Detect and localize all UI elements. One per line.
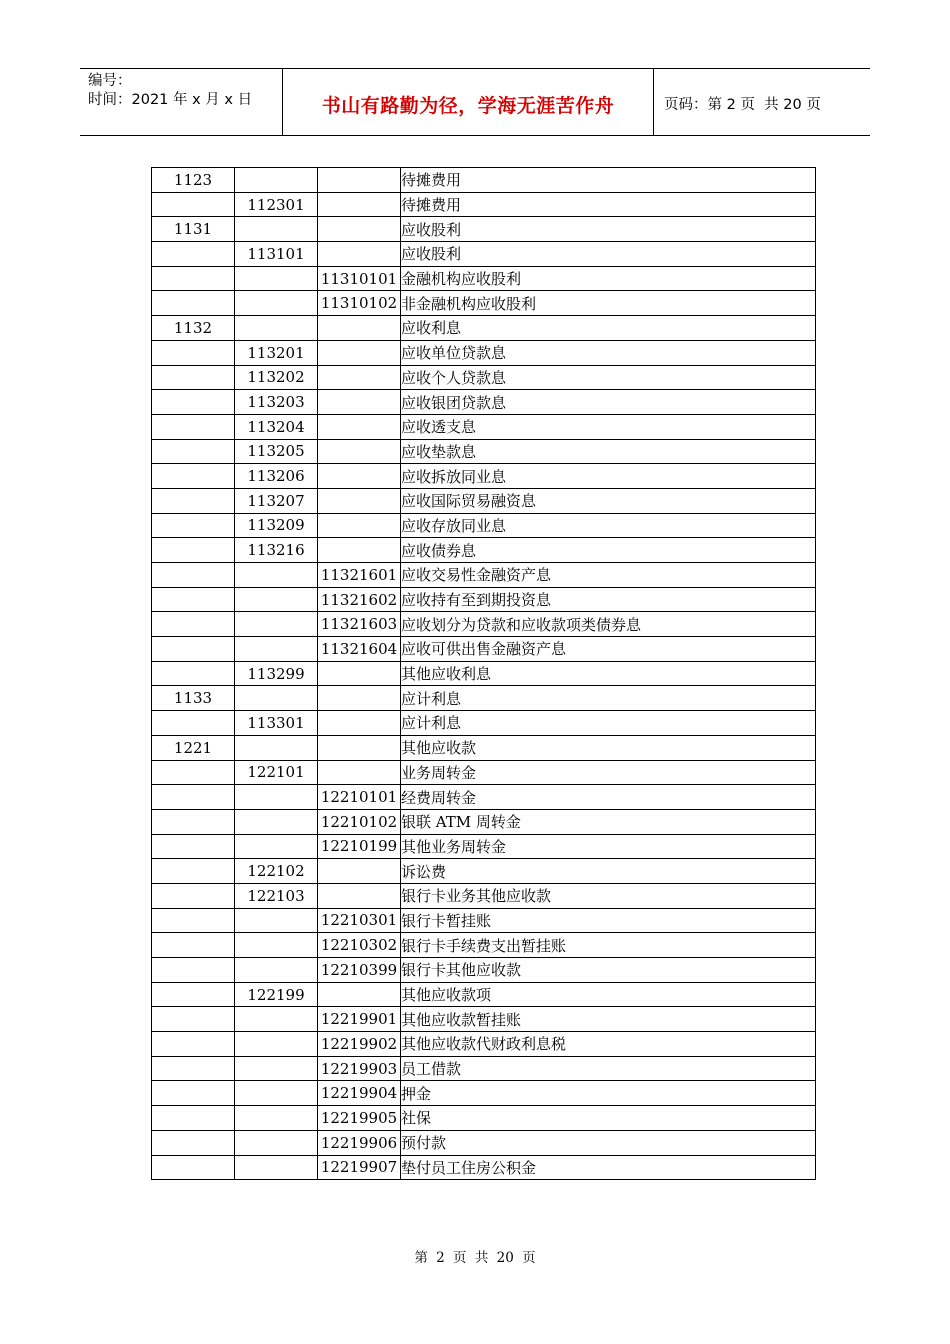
table-row — [152, 1056, 816, 1081]
table-row — [152, 661, 816, 686]
level1-code-cell — [152, 661, 235, 686]
level1-code-cell — [152, 266, 235, 291]
level2-code-cell: 113209 — [235, 513, 318, 538]
level1-code-cell — [152, 390, 235, 415]
account-name-cell: 应计利息 — [401, 686, 816, 711]
level1-code-cell — [152, 1056, 235, 1081]
header-meta — [80, 69, 282, 135]
account-name-cell: 应收存放同业息 — [401, 513, 816, 538]
table-row — [152, 958, 816, 983]
page-header — [80, 68, 870, 136]
level2-code-cell: 113207 — [235, 488, 318, 513]
level1-code-cell — [152, 414, 235, 439]
account-name-cell: 应收拆放同业息 — [401, 464, 816, 489]
account-name-cell: 应收国际贸易融资息 — [401, 488, 816, 513]
level3-code-cell: 12210199 — [318, 834, 401, 859]
table-row — [152, 439, 816, 464]
level3-code-cell — [318, 686, 401, 711]
level3-code-cell — [318, 242, 401, 267]
level2-code-cell — [235, 266, 318, 291]
level2-code-cell — [235, 291, 318, 316]
level1-code-cell — [152, 1106, 235, 1131]
account-name-cell: 非金融机构应收股利 — [401, 291, 816, 316]
account-name-cell: 银联 ATM 周转金 — [401, 809, 816, 834]
level1-code-cell: 1133 — [152, 686, 235, 711]
level2-code-cell — [235, 316, 318, 341]
account-name-cell: 待摊费用 — [401, 192, 816, 217]
level1-code-cell — [152, 785, 235, 810]
level3-code-cell — [318, 859, 401, 884]
level1-code-cell — [152, 612, 235, 637]
account-name-cell: 押金 — [401, 1081, 816, 1106]
account-name-cell: 应收划分为贷款和应收款项类债券息 — [401, 612, 816, 637]
level3-code-cell: 12219902 — [318, 1032, 401, 1057]
table-row — [152, 464, 816, 489]
account-name-cell: 应收股利 — [401, 242, 816, 267]
level1-code-cell: 1221 — [152, 735, 235, 760]
accounts-table — [151, 167, 816, 1180]
level2-code-cell: 113101 — [235, 242, 318, 267]
level2-code-cell — [235, 809, 318, 834]
level3-code-cell — [318, 735, 401, 760]
level2-code-cell: 113301 — [235, 711, 318, 736]
level2-code-cell — [235, 168, 318, 193]
level3-code-cell: 12219906 — [318, 1130, 401, 1155]
level2-code-cell: 113299 — [235, 661, 318, 686]
account-name-cell: 银行卡手续费支出暂挂账 — [401, 933, 816, 958]
account-name-cell: 应收透支息 — [401, 414, 816, 439]
account-name-cell: 应收个人贷款息 — [401, 365, 816, 390]
level2-code-cell — [235, 1155, 318, 1180]
level2-code-cell: 122103 — [235, 883, 318, 908]
account-name-cell: 应收交易性金融资产息 — [401, 563, 816, 588]
level1-code-cell — [152, 488, 235, 513]
account-name-cell: 其他业务周转金 — [401, 834, 816, 859]
level1-code-cell — [152, 958, 235, 983]
level2-code-cell: 113216 — [235, 538, 318, 563]
level1-code-cell — [152, 464, 235, 489]
level2-code-cell: 122101 — [235, 760, 318, 785]
level2-code-cell — [235, 637, 318, 662]
level2-code-cell — [235, 735, 318, 760]
account-name-cell: 员工借款 — [401, 1056, 816, 1081]
table-row — [152, 1130, 816, 1155]
level2-code-cell — [235, 1056, 318, 1081]
level1-code-cell — [152, 340, 235, 365]
level1-code-cell — [152, 1007, 235, 1032]
level1-code-cell — [152, 192, 235, 217]
level1-code-cell — [152, 1032, 235, 1057]
table-row — [152, 242, 816, 267]
account-name-cell: 诉讼费 — [401, 859, 816, 884]
table-row — [152, 538, 816, 563]
level1-code-cell — [152, 933, 235, 958]
level2-code-cell — [235, 1130, 318, 1155]
level2-code-cell — [235, 834, 318, 859]
level3-code-cell — [318, 192, 401, 217]
level3-code-cell: 12219901 — [318, 1007, 401, 1032]
account-name-cell: 待摊费用 — [401, 168, 816, 193]
table-row — [152, 1081, 816, 1106]
level1-code-cell — [152, 291, 235, 316]
table-row — [152, 883, 816, 908]
level2-code-cell — [235, 1106, 318, 1131]
level2-code-cell: 113203 — [235, 390, 318, 415]
time-label: 时间：2021 年 x 月 x 日 — [88, 92, 253, 108]
level3-code-cell: 12210102 — [318, 809, 401, 834]
level3-code-cell — [318, 661, 401, 686]
table-row — [152, 488, 816, 513]
level3-code-cell — [318, 316, 401, 341]
account-name-cell: 应收银团贷款息 — [401, 390, 816, 415]
account-name-cell: 应收持有至到期投资息 — [401, 587, 816, 612]
level1-code-cell — [152, 982, 235, 1007]
level1-code-cell — [152, 834, 235, 859]
level2-code-cell — [235, 686, 318, 711]
table-row — [152, 192, 816, 217]
table-row — [152, 637, 816, 662]
level3-code-cell — [318, 390, 401, 415]
level2-code-cell — [235, 563, 318, 588]
table-row — [152, 217, 816, 242]
level2-code-cell — [235, 785, 318, 810]
table-row — [152, 266, 816, 291]
level2-code-cell — [235, 908, 318, 933]
level1-code-cell: 1132 — [152, 316, 235, 341]
level1-code-cell — [152, 538, 235, 563]
level3-code-cell: 11310101 — [318, 266, 401, 291]
account-name-cell: 应收可供出售金融资产息 — [401, 637, 816, 662]
level1-code-cell — [152, 439, 235, 464]
level3-code-cell — [318, 883, 401, 908]
level1-code-cell — [152, 365, 235, 390]
table-row — [152, 168, 816, 193]
account-name-cell: 业务周转金 — [401, 760, 816, 785]
table-row — [152, 908, 816, 933]
account-name-cell: 银行卡业务其他应收款 — [401, 883, 816, 908]
accounts-table-body — [152, 168, 816, 1180]
level3-code-cell: 11321603 — [318, 612, 401, 637]
table-row — [152, 365, 816, 390]
table-row — [152, 414, 816, 439]
level3-code-cell: 12210101 — [318, 785, 401, 810]
account-name-cell: 应收股利 — [401, 217, 816, 242]
level2-code-cell: 113205 — [235, 439, 318, 464]
level2-code-cell: 113202 — [235, 365, 318, 390]
page-footer: 第 2 页 共 20 页 — [414, 1250, 536, 1266]
level1-code-cell — [152, 637, 235, 662]
level3-code-cell — [318, 217, 401, 242]
level2-code-cell — [235, 217, 318, 242]
table-row — [152, 291, 816, 316]
table-row — [152, 390, 816, 415]
serial-label: 编号： — [88, 73, 132, 89]
account-name-cell: 经费周转金 — [401, 785, 816, 810]
account-name-cell: 其他应收款 — [401, 735, 816, 760]
level3-code-cell — [318, 464, 401, 489]
level1-code-cell — [152, 809, 235, 834]
level3-code-cell — [318, 538, 401, 563]
level3-code-cell — [318, 760, 401, 785]
table-row — [152, 735, 816, 760]
level1-code-cell — [152, 242, 235, 267]
level1-code-cell — [152, 563, 235, 588]
level3-code-cell — [318, 340, 401, 365]
account-name-cell: 其他应收利息 — [401, 661, 816, 686]
table-row — [152, 859, 816, 884]
account-name-cell: 银行卡其他应收款 — [401, 958, 816, 983]
level2-code-cell — [235, 1007, 318, 1032]
level1-code-cell: 1131 — [152, 217, 235, 242]
account-name-cell: 社保 — [401, 1106, 816, 1131]
table-row — [152, 1155, 816, 1180]
table-row — [152, 809, 816, 834]
table-row — [152, 760, 816, 785]
level1-code-cell — [152, 908, 235, 933]
level3-code-cell: 11310102 — [318, 291, 401, 316]
level3-code-cell: 11321601 — [318, 563, 401, 588]
level3-code-cell: 12219904 — [318, 1081, 401, 1106]
level3-code-cell: 11321604 — [318, 637, 401, 662]
table-row — [152, 686, 816, 711]
table-row — [152, 1106, 816, 1131]
account-name-cell: 应收垫款息 — [401, 439, 816, 464]
level3-code-cell — [318, 513, 401, 538]
account-name-cell: 垫付员工住房公积金 — [401, 1155, 816, 1180]
level1-code-cell: 1123 — [152, 168, 235, 193]
account-name-cell: 其他应收款代财政利息税 — [401, 1032, 816, 1057]
level2-code-cell — [235, 1081, 318, 1106]
level2-code-cell: 113206 — [235, 464, 318, 489]
table-row — [152, 340, 816, 365]
table-row — [152, 612, 816, 637]
level3-code-cell — [318, 982, 401, 1007]
level2-code-cell — [235, 1032, 318, 1057]
table-row — [152, 587, 816, 612]
account-name-cell: 其他应收款暂挂账 — [401, 1007, 816, 1032]
table-row — [152, 1007, 816, 1032]
level2-code-cell: 112301 — [235, 192, 318, 217]
table-row — [152, 834, 816, 859]
level2-code-cell — [235, 587, 318, 612]
level3-code-cell — [318, 365, 401, 390]
table-row — [152, 563, 816, 588]
level1-code-cell — [152, 859, 235, 884]
level2-code-cell: 122199 — [235, 982, 318, 1007]
level3-code-cell — [318, 439, 401, 464]
level1-code-cell — [152, 513, 235, 538]
level3-code-cell: 12210301 — [318, 908, 401, 933]
level3-code-cell — [318, 168, 401, 193]
table-row — [152, 1032, 816, 1057]
level3-code-cell: 12210302 — [318, 933, 401, 958]
table-row — [152, 982, 816, 1007]
account-name-cell: 应收债券息 — [401, 538, 816, 563]
account-name-cell: 应收利息 — [401, 316, 816, 341]
table-row — [152, 513, 816, 538]
level2-code-cell — [235, 933, 318, 958]
table-row — [152, 316, 816, 341]
level1-code-cell — [152, 711, 235, 736]
account-name-cell: 其他应收款项 — [401, 982, 816, 1007]
account-name-cell: 应收单位贷款息 — [401, 340, 816, 365]
level1-code-cell — [152, 760, 235, 785]
level3-code-cell: 12219903 — [318, 1056, 401, 1081]
level2-code-cell: 122102 — [235, 859, 318, 884]
level2-code-cell: 113201 — [235, 340, 318, 365]
level2-code-cell — [235, 958, 318, 983]
header-motto: 书山有路勤为径，学海无涯苦作舟 — [282, 69, 654, 135]
level3-code-cell: 12210399 — [318, 958, 401, 983]
level3-code-cell — [318, 414, 401, 439]
level3-code-cell: 12219907 — [318, 1155, 401, 1180]
account-name-cell: 预付款 — [401, 1130, 816, 1155]
table-row — [152, 785, 816, 810]
level3-code-cell: 12219905 — [318, 1106, 401, 1131]
account-name-cell: 应计利息 — [401, 711, 816, 736]
level1-code-cell — [152, 1130, 235, 1155]
level1-code-cell — [152, 587, 235, 612]
page-info-text: 页码：第 2 页 共 20 页 — [664, 96, 821, 113]
level1-code-cell — [152, 1155, 235, 1180]
level1-code-cell — [152, 883, 235, 908]
level2-code-cell — [235, 612, 318, 637]
level2-code-cell: 113204 — [235, 414, 318, 439]
table-row — [152, 711, 816, 736]
account-name-cell: 金融机构应收股利 — [401, 266, 816, 291]
level3-code-cell — [318, 488, 401, 513]
account-name-cell: 银行卡暂挂账 — [401, 908, 816, 933]
level3-code-cell: 11321602 — [318, 587, 401, 612]
header-page-info — [654, 69, 870, 135]
level1-code-cell — [152, 1081, 235, 1106]
table-row — [152, 933, 816, 958]
level3-code-cell — [318, 711, 401, 736]
